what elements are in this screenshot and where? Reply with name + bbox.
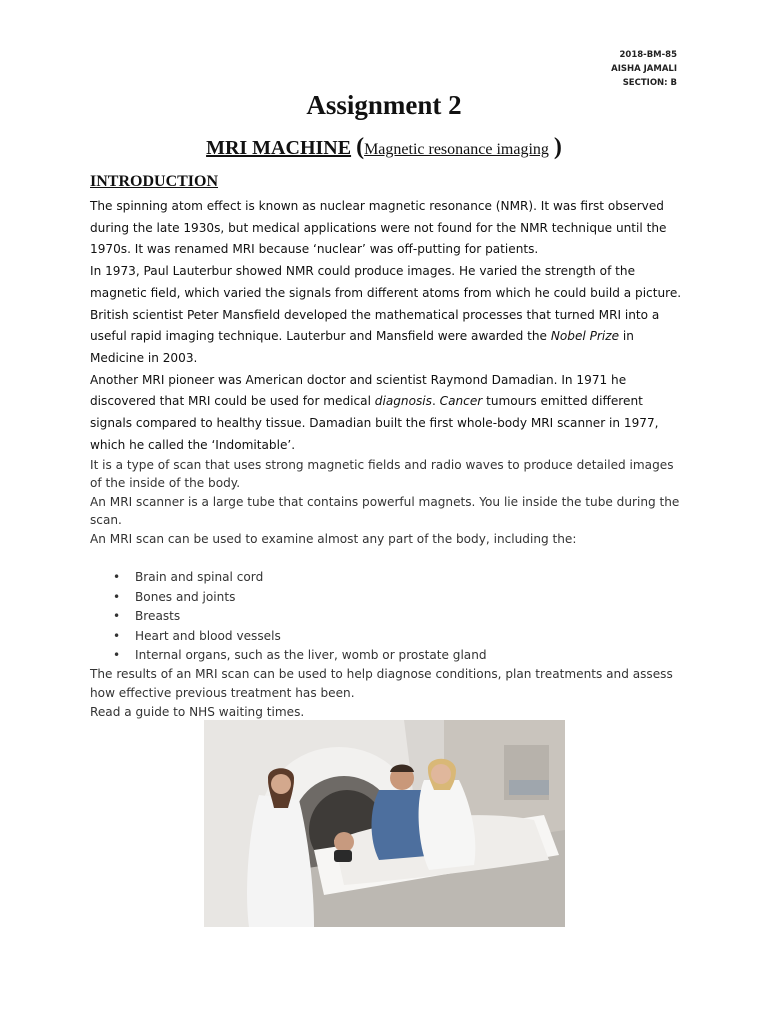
mri-scan-photo <box>204 720 565 927</box>
intro-paragraphs <box>90 196 682 456</box>
paragraph-text: tumours emitted different signals compared to healthy tissue. Damadian built the first whole-body MRI scanner in 1977, which he called the ‘Indomitable’. <box>90 394 659 452</box>
page-title: Assignment 2 <box>306 90 462 120</box>
subtitle-full-name: Magnetic resonance imaging <box>364 141 549 158</box>
bullet-icon: • <box>113 589 121 604</box>
list-item <box>90 588 682 608</box>
section-heading: INTRODUCTION <box>90 173 219 190</box>
student-info <box>611 48 677 90</box>
paragraph-text: In 1973, Paul Lauterbur showed NMR could produce images. He varied the strength of the magnetic field, which varied the signals from different atoms from which he could build a picture. British scientist Peter Mansfield developed the mathematical processes that turned MRI into a useful rapid imaging technique. Lauterbur and Mansfield were awarded the <box>90 264 682 344</box>
page-subtitle <box>0 134 768 161</box>
list-item <box>90 646 682 666</box>
body-parts-list <box>90 568 682 666</box>
list-item-text: Internal organs, such as the liver, womb or prostate gland <box>135 648 487 663</box>
paragraph-body-parts: An MRI scan can be used to examine almost any part of the body, including the: <box>90 531 577 546</box>
paragraph-results: The results of an MRI scan can be used to help diagnose conditions, plan treatments and assess how effective previous treatment has been. <box>90 667 673 700</box>
paragraph-text: in Medicine in 2003. <box>90 329 634 365</box>
paragraph-text: Another MRI pioneer was American doctor and scientist Raymond Damadian. In 1971 he discovered that MRI could be used for medical <box>90 372 627 409</box>
list-item <box>90 568 682 588</box>
student-id: 2018-BM-85 <box>619 50 677 60</box>
paragraph-text: . <box>431 394 440 409</box>
student-name: AISHA JAMALI <box>611 64 677 74</box>
paragraph-scanner: An MRI scanner is a large tube that contains powerful magnets. You lie inside the tube during the scan. <box>90 494 680 528</box>
scan-description <box>90 456 682 548</box>
list-item <box>90 607 682 627</box>
bullet-icon: • <box>113 570 121 584</box>
list-item-text: Breasts <box>135 609 181 624</box>
subtitle-close-paren: ) <box>553 134 562 160</box>
paragraph-lauterbur <box>90 261 682 370</box>
results-text <box>90 665 682 722</box>
diagnosis-link: diagnosis <box>374 394 432 409</box>
bullet-icon: • <box>113 648 121 663</box>
cancer-link: Cancer <box>439 394 483 409</box>
list-item-text: Heart and blood vessels <box>135 628 281 643</box>
nobel-prize-link: Nobel Prize <box>550 329 620 344</box>
list-item <box>90 627 682 647</box>
subtitle-main: MRI MACHINE <box>206 137 352 159</box>
subtitle-open-paren: ( <box>356 134 365 160</box>
bullet-icon: • <box>113 609 121 624</box>
list-item-text: Bones and joints <box>135 589 236 604</box>
paragraph-nmr: The spinning atom effect is known as nuclear magnetic resonance (NMR). It was first observed during the late 1930s, but medical applications were not found for the NMR technique until the 1970s. It was renamed MRI because ‘nuclear’ was off-putting for patients. <box>90 199 667 257</box>
bullet-icon: • <box>113 628 121 643</box>
list-item-text: Brain and spinal cord <box>135 570 264 584</box>
paragraph-damadian <box>90 370 682 457</box>
student-section: SECTION: B <box>622 78 677 88</box>
nhs-waiting-times-link[interactable]: Read a guide to NHS waiting times. <box>90 705 305 719</box>
paragraph-scan-type: It is a type of scan that uses strong magnetic fields and radio waves to produce detailed images of the inside of the body. <box>90 458 674 491</box>
